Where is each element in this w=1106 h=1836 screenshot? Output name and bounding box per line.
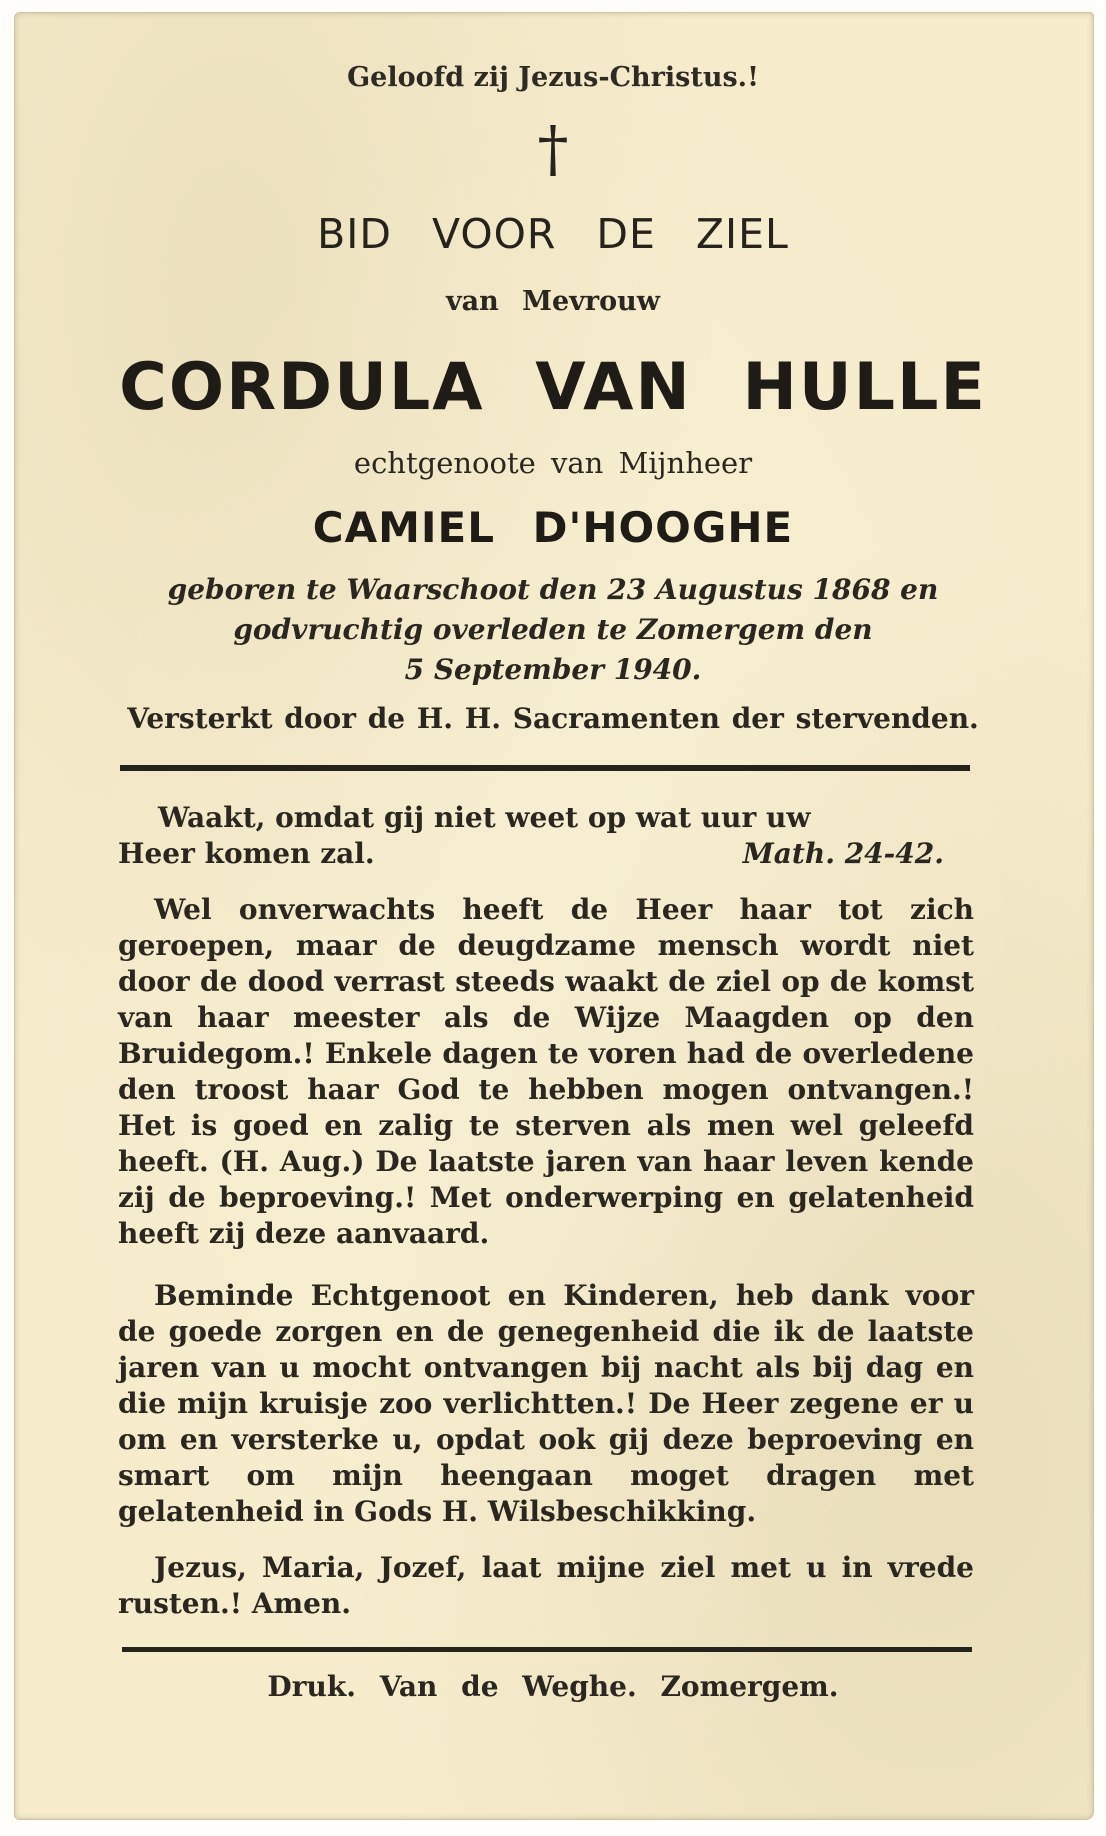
divider-top (120, 765, 970, 771)
paragraph-3: Jezus, Maria, Jozef, laat mijne ziel met u in vrede rusten.! Amen. (118, 1551, 974, 1620)
quote-reference: Math. 24-42. (742, 837, 944, 870)
dates-line-3: 5 September 1940. (404, 653, 702, 686)
bible-quote (118, 800, 974, 872)
cross-icon: † (537, 112, 569, 185)
heading: BID VOOR DE ZIEL (317, 210, 789, 258)
dates-line-1: geboren te Waarschoot den 23 Augustus 1868 en (167, 573, 939, 606)
subheading: van Mevrouw (445, 286, 661, 317)
quote-ref-line (118, 836, 974, 872)
quote-text: Waakt, omdat gij niet weet op wat uur uw (158, 801, 811, 834)
paragraph-2: Beminde Echtgenoot en Kinderen, heb dank voor de goede zorgen en de genegenheid die ik de laatste jaren van u mocht ontvangen bij nacht als bij dag en die mijn kruisje zoo verlichtten.! De Heer zegene er u om en versterke u, opdat ook gij deze beproeving en smart om mijn heengaan moget dragen met gelatenheid in Gods H. Wilsbeschikking. (118, 1279, 974, 1528)
paragraph-1: Wel onverwachts heeft de Heer haar tot zich geroepen, maar de deugdzame mensch wordt niet door de dood verrast steeds waakt de ziel op de komst van haar meester als de Wijze Maagden op den Bruidegom.! Enkele dagen te voren had de overledene den troost haar God te hebben mogen ontvangen.! Het is goed en zalig te sterven als men wel geleefd heeft. (H. Aug.) De laatste jaren van haar leven kende zij de beproeving.! Met onderwerping en gelatenheid heeft zij deze aanvaard. (118, 893, 974, 1250)
birth-death-dates (0, 570, 1106, 690)
sacraments-line: Versterkt door de H. H. Sacramenten der stervenden. (127, 702, 979, 735)
deceased-name: CORDULA VAN HULLE (119, 350, 987, 425)
divider-bottom (122, 1647, 972, 1652)
dates-line-2: godvruchtig overleden te Zomergem den (233, 613, 873, 646)
greeting: Geloofd zij Jezus-Christus.! (347, 62, 759, 93)
spouse-label: echtgenoote van Mijnheer (353, 446, 753, 480)
quote-text-end: Heer komen zal. (118, 837, 375, 870)
spouse-name: CAMIEL D'HOOGHE (312, 503, 794, 552)
printer-credit: Druk. Van de Weghe. Zomergem. (267, 1670, 839, 1703)
